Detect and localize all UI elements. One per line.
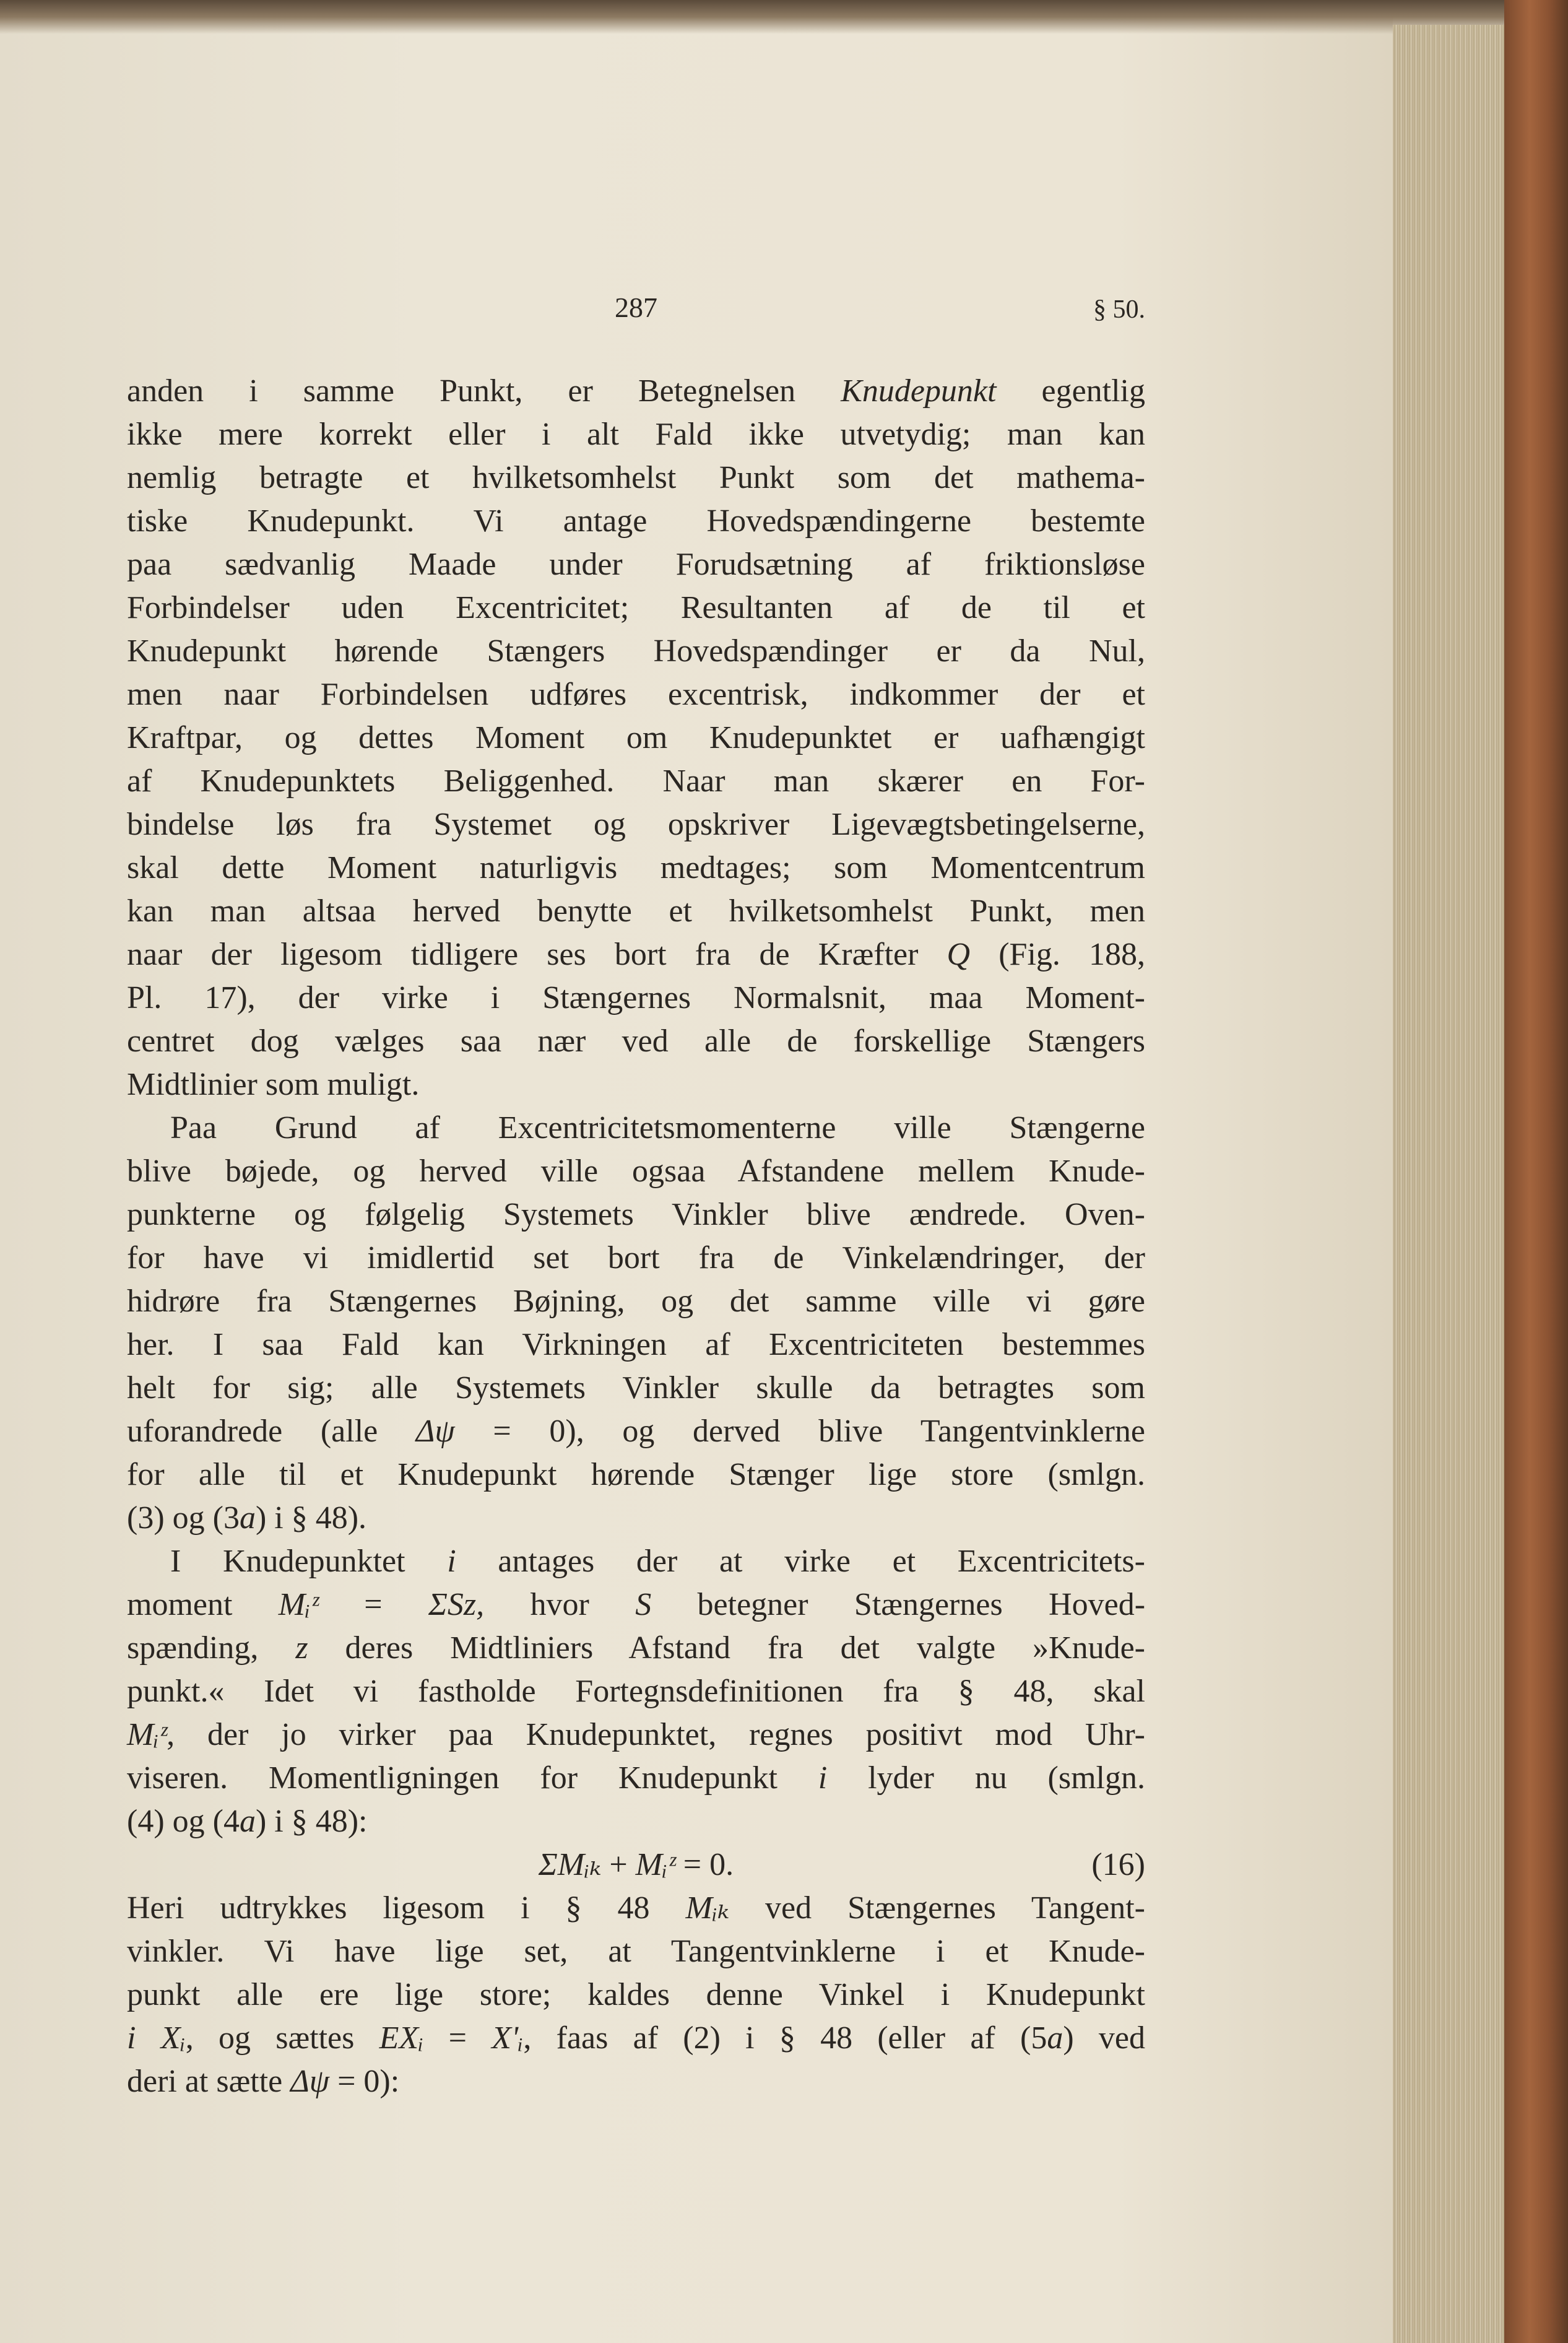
- text-segment: lyder nu (smlgn.: [827, 1760, 1145, 1796]
- page-edges: [1393, 25, 1504, 2343]
- text-line: [127, 500, 1145, 543]
- text-segment: ) i § 48).: [255, 1500, 367, 1536]
- text-segment: ikke mere korrekt eller i alt Fald ikke utvetydig; man kan: [127, 417, 1145, 452]
- text-segment: ved Stængernes Tangent-: [729, 1890, 1145, 1926]
- text-line: [127, 933, 1145, 976]
- text-segment: antages der at virke et Excentricitets-: [456, 1544, 1145, 1579]
- text-segment: (Fig. 188,: [970, 937, 1145, 972]
- italic-segment: i: [818, 1760, 828, 1796]
- italic-segment: a: [1047, 2020, 1063, 2056]
- italic-segment: Q: [946, 937, 971, 972]
- text-segment: punkterne og følgelig Systemets Vinkler blive ændrede. Oven-: [127, 1197, 1145, 1232]
- text-line: [127, 760, 1145, 803]
- text-line: [127, 586, 1145, 630]
- equation-line: [127, 1843, 1145, 1887]
- text-segment: skal dette Moment naturligvis medtages; som Momentcentrum: [127, 850, 1145, 885]
- page-number: 287: [615, 292, 657, 323]
- text-line: [127, 673, 1145, 716]
- text-segment: vinkler. Vi have lige set, at Tangentvinklerne i et Knude-: [127, 1934, 1145, 1969]
- text-segment: centret dog vælges saa nær ved alle de forskellige Stængers: [127, 1024, 1145, 1059]
- text-line: [127, 1280, 1145, 1323]
- text-segment: viseren. Momentligningen for Knudepunkt: [127, 1760, 818, 1796]
- body-text: [127, 370, 1145, 2103]
- text-segment: paa sædvanlig Maade under Forudsætning af friktionsløse: [127, 547, 1145, 582]
- text-segment: tiske Knudepunkt. Vi antage Hovedspændingerne bestemte: [127, 503, 1145, 539]
- text-line: [127, 1063, 1145, 1106]
- text-segment: (3) og (3: [127, 1500, 240, 1536]
- text-segment: deres Midtliniers Afstand fra det valgte »Knude-: [308, 1630, 1145, 1666]
- text-line: [127, 1583, 1145, 1627]
- text-segment: nemlig betragte et hvilketsomhelst Punkt som det mathema-: [127, 460, 1145, 495]
- text-line: [127, 1973, 1145, 2017]
- text-segment: betegner Stængernes Hoved-: [651, 1587, 1146, 1622]
- text-segment: Pl. 17), der virke i Stængernes Normalsnit, maa Moment-: [127, 980, 1145, 1015]
- text-segment: , og sættes: [185, 2020, 379, 2056]
- text-segment: naar der ligesom tidligere ses bort fra de Kræfter: [127, 937, 947, 972]
- text-line: [127, 1540, 1145, 1583]
- text-segment: bindelse løs fra Systemet og opskriver Ligevægtsbetingelserne,: [127, 807, 1145, 842]
- text-line: [127, 1627, 1145, 1670]
- text-segment: ) ved: [1063, 2020, 1146, 2056]
- text-line: [127, 1757, 1145, 1800]
- text-line: [127, 1193, 1145, 1237]
- text-segment: spænding,: [127, 1630, 296, 1666]
- text-segment: =: [318, 1587, 428, 1622]
- italic-segment: EXᵢ: [379, 2020, 424, 2056]
- italic-segment: Mᵢᶻ: [635, 1847, 675, 1882]
- italic-segment: Δψ: [415, 1414, 455, 1449]
- italic-segment: S: [635, 1587, 652, 1622]
- text-segment: Heri udtrykkes ligesom i § 48: [127, 1890, 686, 1926]
- text-line: [127, 1410, 1145, 1453]
- running-header: [127, 291, 1145, 334]
- italic-segment: Mᵢᶻ: [278, 1587, 318, 1622]
- book-cover-edge: [1504, 0, 1568, 2343]
- text-line: [127, 1020, 1145, 1063]
- text-segment: Knudepunkt hørende Stængers Hovedspændinger er da Nul,: [127, 633, 1145, 669]
- section-number: § 50.: [1093, 295, 1145, 324]
- text-segment: = 0.: [675, 1847, 734, 1882]
- text-line: [127, 543, 1145, 586]
- text-segment: for have vi imidlertid set bort fra de Vinkelændringer, der: [127, 1240, 1145, 1276]
- text-line: [127, 846, 1145, 890]
- text-segment: = 0):: [329, 2064, 400, 2099]
- text-segment: hidrøre fra Stængernes Bøjning, og det samme ville vi gøre: [127, 1284, 1145, 1319]
- text-segment: men naar Forbindelsen udføres excentrisk, indkommer der et: [127, 677, 1145, 712]
- text-segment: , faas af (2) i § 48 (eller af (5: [523, 2020, 1047, 2056]
- text-segment: punkt.« Idet vi fastholde Fortegnsdefinitionen fra § 48, skal: [127, 1674, 1145, 1709]
- text-line: [127, 976, 1145, 1020]
- text-segment: Kraftpar, og dettes Moment om Knudepunktet er uafhængigt: [127, 720, 1145, 755]
- text-line: [127, 1106, 1145, 1150]
- text-line: [127, 413, 1145, 456]
- text-line: [127, 1150, 1145, 1193]
- text-segment: = 0), og derved blive Tangentvinklerne: [454, 1414, 1146, 1449]
- italic-segment: i Xᵢ: [127, 2020, 186, 2056]
- italic-segment: ΣMᵢₖ: [538, 1847, 602, 1882]
- text-segment: , der jo virker paa Knudepunktet, regnes positivt mod Uhr-: [167, 1717, 1145, 1752]
- equation-number: (16): [1091, 1847, 1145, 1882]
- text-line: [127, 1887, 1145, 1930]
- italic-segment: z: [295, 1630, 308, 1666]
- text-line: [127, 2060, 1145, 2103]
- text-line: [127, 630, 1145, 673]
- text-line: [127, 370, 1145, 413]
- text-line: [127, 2017, 1145, 2060]
- italic-segment: Mᵢₖ: [685, 1890, 730, 1926]
- text-segment: blive bøjede, og herved ville ogsaa Afstandene mellem Knude-: [127, 1154, 1145, 1189]
- text-segment: I Knudepunktet: [170, 1544, 448, 1579]
- italic-segment: Knudepunkt: [841, 373, 997, 409]
- text-segment: moment: [127, 1587, 279, 1622]
- text-line: [127, 1453, 1145, 1497]
- italic-segment: ΣSz,: [428, 1587, 485, 1622]
- text-segment: egentlig: [996, 373, 1145, 409]
- italic-segment: Δψ: [290, 2064, 330, 2099]
- text-line: [127, 716, 1145, 760]
- text-segment: =: [423, 2020, 492, 2056]
- italic-segment: a: [239, 1500, 256, 1536]
- text-segment: Paa Grund af Excentricitetsmomenterne ville Stængerne: [170, 1110, 1145, 1145]
- text-line: [127, 1237, 1145, 1280]
- text-line: [127, 1930, 1145, 1973]
- text-line: [127, 1367, 1145, 1410]
- italic-segment: X'ᵢ: [492, 2020, 524, 2056]
- text-segment: helt for sig; alle Systemets Vinkler skulle da betragtes som: [127, 1370, 1145, 1406]
- text-segment: kan man altsaa herved benytte et hvilketsomhelst Punkt, men: [127, 893, 1145, 929]
- italic-segment: i: [447, 1544, 456, 1579]
- text-segment: af Knudepunktets Beliggenhed. Naar man skærer en For-: [127, 763, 1145, 799]
- text-segment: anden i samme Punkt, er Betegnelsen: [127, 373, 841, 409]
- text-segment: deri at sætte: [127, 2064, 291, 2099]
- text-segment: (4) og (4: [127, 1804, 240, 1839]
- text-line: [127, 1713, 1145, 1757]
- text-segment: +: [601, 1847, 636, 1882]
- page-top-edge: [0, 0, 1568, 34]
- text-segment: punkt alle ere lige store; kaldes denne Vinkel i Knudepunkt: [127, 1977, 1145, 2012]
- italic-segment: Mᵢᶻ: [127, 1717, 167, 1752]
- italic-segment: a: [239, 1804, 256, 1839]
- text-segment: Forbindelser uden Excentricitet; Resultanten af de til et: [127, 590, 1145, 625]
- text-segment: hvor: [484, 1587, 636, 1622]
- text-line: [127, 1670, 1145, 1713]
- text-segment: ) i § 48):: [255, 1804, 368, 1839]
- text-segment: her. I saa Fald kan Virkningen af Excentriciteten bestemmes: [127, 1327, 1145, 1362]
- text-line: [127, 890, 1145, 933]
- text-line: [127, 1800, 1145, 1843]
- text-line: [127, 803, 1145, 846]
- text-line: [127, 1323, 1145, 1367]
- text-segment: Midtlinier som muligt.: [127, 1067, 420, 1102]
- text-line: [127, 1497, 1145, 1540]
- text-segment: uforandrede (alle: [127, 1414, 416, 1449]
- text-segment: for alle til et Knudepunkt hørende Stænger lige store (smlgn.: [127, 1457, 1145, 1492]
- text-line: [127, 456, 1145, 500]
